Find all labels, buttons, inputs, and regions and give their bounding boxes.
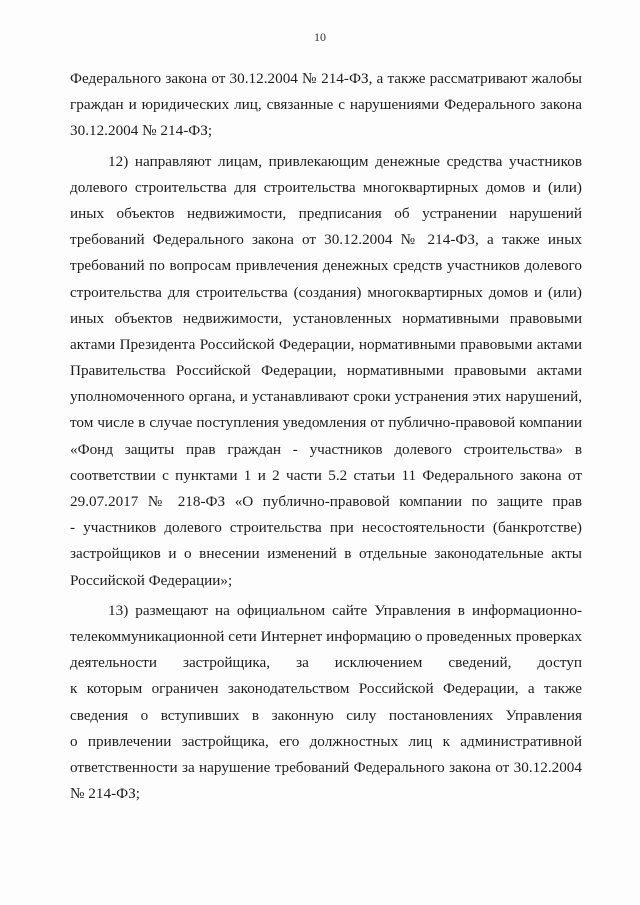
text-line: - участников долевого строительства при несостоятельности (банкротстве) (70, 519, 582, 537)
text-line: граждан и юридических лиц, связанные с нарушениями Федерального закона (70, 96, 582, 114)
text-line: долевого строительства для строительства многоквартирных домов и (или) (70, 178, 582, 196)
text-line: 29.07.2017 № 218-ФЗ «О публично-правовой компании по защите прав (70, 493, 582, 510)
text-line: «Фонд защиты прав граждан - участников долевого строительства» в (70, 440, 582, 458)
text-line: № 214-ФЗ; (70, 785, 140, 803)
text-line: соответствии с пунктами 1 и 2 части 5.2 статьи 11 Федерального закона от (70, 466, 582, 484)
page-number: 10 (314, 30, 326, 44)
text-line: строительства для строительства (создания) многоквартирных домов и (или) (70, 283, 582, 301)
text-line: уполномоченного органа, и устанавливают сроки устранения этих нарушений, (70, 388, 582, 406)
text-line: иных объектов недвижимости, предписания об устранении нарушений (70, 204, 582, 222)
text-line: 30.12.2004 № 214-ФЗ; (70, 122, 213, 140)
text-line: ответственности за нарушение требований Федерального закона от 30.12.2004 (70, 758, 582, 776)
text-line: к которым ограничен законодательством Российской Федерации, а также (70, 680, 582, 698)
text-line: сведения о вступивших в законную силу постановлениях Управления (70, 706, 582, 724)
text-line: Российской Федерации»; (70, 571, 233, 589)
text-line: деятельности застройщика, за исключением сведений, доступ (70, 654, 582, 672)
text-line: том числе в случае поступления уведомления от публично-правовой компании (70, 414, 582, 432)
text-line: требований Федерального закона от 30.12.2004 № 214-ФЗ, а также иных (70, 231, 582, 249)
text-line: актами Президента Российской Федерации, нормативными правовыми актами (70, 335, 582, 353)
text-line: телекоммуникационной сети Интернет информацию о проведенных проверках (70, 627, 582, 645)
text-line: Федерального закона от 30.12.2004 № 214-ФЗ, а также рассматривают жалобы (70, 70, 582, 87)
text-line: Правительства Российской Федерации, нормативными правовыми актами (70, 362, 582, 380)
text-line: 13) размещают на официальном сайте Управления в информационно- (108, 601, 582, 619)
document-body (70, 66, 582, 807)
text-line: 12) направляют лицам, привлекающим денежные средства участников (108, 152, 582, 170)
text-line: застройщиков и о внесении изменений в отдельные законодательные акты (70, 545, 582, 563)
text-line: требований по вопросам привлечения денежных средств участников долевого (70, 257, 582, 275)
text-line: иных объектов недвижимости, установленных нормативными правовыми (70, 309, 582, 327)
text-line: о привлечении застройщика, его должностных лиц к административной (70, 732, 582, 750)
